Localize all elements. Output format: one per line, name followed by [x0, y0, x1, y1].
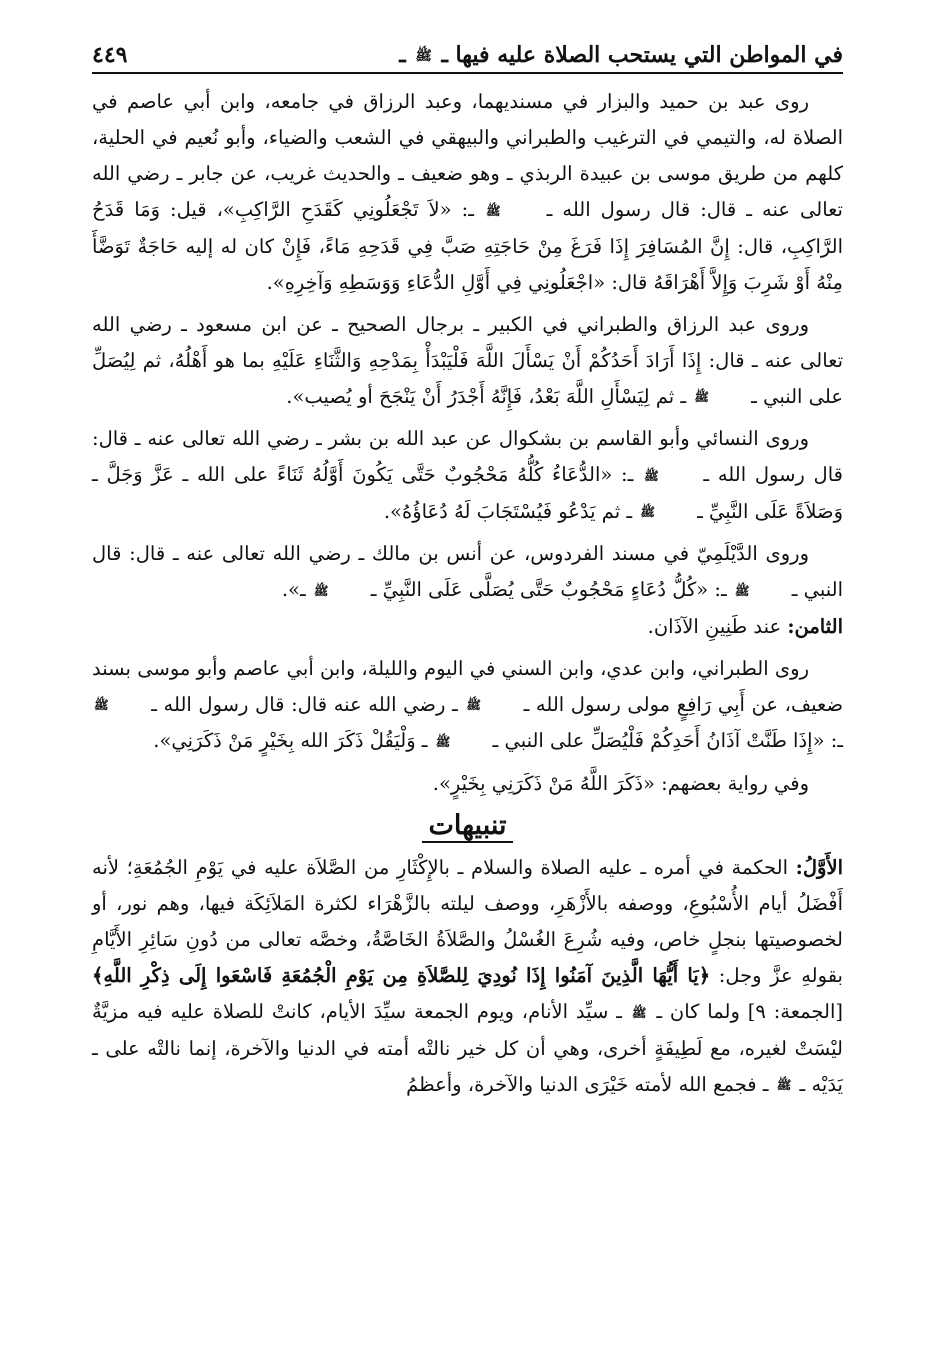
text-span: وروى النسائي وأبو القاسم بن بشكوال عن عبد الله بن بشر ـ رضي الله تعالى عنه ـ قال: قال رسول الله ـ [92, 427, 843, 487]
running-header-title: في المواطن التي يستحب الصلاة عليه فيها ـ ﷺ ـ [399, 42, 843, 68]
sala-glyph: ﷺ [644, 468, 659, 483]
text-span: ـ وَلْيَقُلْ ذَكَرَ الله بِخَيْرٍ مَنْ ذَكَرَنِي». [153, 729, 428, 753]
text-span: وروى الدَّيْلَمِيّ في مسند الفردوس، عن أنس بن مالك ـ رضي الله تعالى عنه ـ قال: قال النبي ـ [92, 542, 843, 602]
quran-verse: ﴿يَا أَيُّهَا الَّذِينَ آمَنُوا إِذَا نُودِيَ لِلصَّلاَةِ مِن يَوْمِ الْجُمُعَةِ فَاسْعَوا إِلَى ذِكْرِ اللَّهِ﴾ [92, 963, 711, 987]
text-span: ـ: «إِذَا طَنَّتْ آذَانُ أَحَدِكُمْ فَلْيُصَلِّ على النبي ـ [492, 729, 843, 753]
sala-glyph: ﷺ [734, 583, 750, 598]
subheading-text: عند طَنِينِ الآذَان. [647, 614, 782, 638]
note-label: الأَوَّلُ: [795, 855, 843, 879]
paragraph-ibn-masud-hadith [92, 307, 843, 416]
sala-glyph: ﷺ [313, 583, 329, 598]
text-span: ـ: «الدُّعَاءُ كُلُّهُ مَحْجُوبٌ حَتَّى يَكُونَ أَوَّلُهُ ثَنَاءً على الله ـ عَزَّ وَجَلَّ ـ وَصَلاَةً عَلَى النَّبِيِّ ـ [92, 463, 843, 523]
sala-glyph: ﷺ [694, 390, 709, 405]
paragraph-daylami-hadith [92, 536, 843, 609]
text-span: الحكمة في أمره ـ عليه الصلاة والسلام ـ بالإِكْثَارِ من الصَّلاَة عليه في يَوْمِ الجُمُعَةِ؛ لأنه أَفْضَلُ أيام الأُسْبُوعِ، ووصفه بالأَزْهَرِ، ووصف ليلته بالزَّهْرَاء لكثرة المَلاَئِكَة فيها، وهم نور، أو لخصوصيتها بنجلٍ خاص، وفيه شُرِعَ الغُسْلُ والصَّلاَةُ الخَاصَّةُ، وخصَّه تعالى من دُونِ سَائِرِ الأَيَّامِ بقولهِ عزَّ وجل: [92, 855, 843, 987]
text-span: ـ». [281, 578, 306, 602]
subheading-label: الثامن: [787, 614, 843, 638]
section-title-text: تنبيهات [422, 810, 512, 843]
text-span: ـ: «كُلُّ دُعَاءٍ مَحْجُوبٌ حَتَّى يُصَلَّى عَلَى النَّبِيِّ ـ [370, 578, 727, 602]
text-span: ـ ثم يَدْعُو فَيُسْتَجَابَ لَهُ دُعَاؤُهُ». [383, 499, 633, 523]
sala-glyph: ﷺ [415, 48, 432, 65]
sala-glyph: ﷺ [631, 1005, 647, 1020]
text-span: ـ ثم لِيَسْأَلِ اللَّهَ بَعْدُ، فَإِنَّهُ أَجْدَرُ أَنْ يَنْجَحَ أو يُصيب». [286, 384, 687, 408]
paragraph-other-narration [92, 766, 843, 802]
sala-glyph: ﷺ [640, 505, 655, 520]
sala-glyph: ﷺ [435, 734, 451, 749]
page-number: ٤٤٩ [92, 42, 128, 68]
sala-glyph: ﷺ [466, 698, 481, 713]
sala-glyph: ﷺ [94, 698, 109, 713]
section-title [92, 806, 843, 846]
text-span: روى عبد بن حميد والبزار في مسنديهما، وعبد الرزاق في جامعه، وابن أبي عاصم في الصلاة له، والتيمي في الترغيب والطبراني والبيهقي في الشعب والضياء، وأبو نُعيم في الحلية، كلهم من طريق موسى بن عبيدة الربذي ـ وهو ضعيف ـ والحديث غريب، عن جابر ـ رضي الله تعالى عنه ـ قال: قال رسول الله ـ [92, 90, 843, 221]
paragraph-nasai-hadith [92, 421, 843, 530]
text-span: وروى عبد الرزاق والطبراني في الكبير ـ برجال الصحيح ـ عن ابن مسعود ـ رضي الله تعالى عنه ـ قال: إِذَا أَرَادَ أَحَدُكُمْ أَنْ يَسْأَلَ اللَّهَ فَلْيَبْدَأْ بِمَدْحِهِ وَالثَّنَاءِ عَلَيْهِ بما هو أَهْلُهُ، ثم لِيُصَلِّ على النبي ـ [92, 312, 843, 408]
text-span: ـ رضي الله عنه قال: قال رسول الله ـ [151, 692, 458, 716]
text-span: ـ فجمع الله لأمته خَيْرَى الدنيا والآخرة، وأعظمُ [406, 1072, 769, 1096]
paragraph-jabir-hadith [92, 84, 843, 301]
text-span: ـ: «لاَ تَجْعَلُونِي كَقَدَحِ الرَّاكِبِ»، قيل: وَمَا قَدَحُ الرَّاكِبِ، قال: إِنَّ المُسَافِرَ إِذَا فَرَغَ مِنْ حَاجَتِهِ صَبَّ فِي قَدَحِهِ مَاءً، فَإِنْ كان له إليه حَاجَةٌ تَوَضَّأَ مِنْهُ أَوْ شَرِبَ وَإِلاَّ أَهْرَاقَهُ قال: «اجْعَلُونِي فِي أَوَّلِ الدُّعَاءِ وَوَسَطِهِ وَآخِرِهِ». [92, 198, 843, 294]
text-span: ـ سيِّد الأنام، ويوم الجمعة سيِّدَ الأيام، كانتْ للصلاة عليه فيه مزيَّةٌ ليْسَتْ لغيره، مع لَطِيفَةٍ أخرى، وهي أن كل خير نالتْه أمته في الدنيا والآخرة، إنما نالتْه على ـ يَدَيْه ـ [92, 999, 843, 1096]
paragraph-abu-rafi-hadith [92, 651, 843, 760]
text-span: روى الطبراني، وابن عدي، وابن السني في اليوم والليلة، وابن أبي عاصم وأبو موسى بسند ضعيف، عن أَبِي رَافِعٍ مولى رسول الله ـ [92, 656, 844, 716]
running-header [92, 42, 843, 74]
sala-glyph: ﷺ [776, 1078, 792, 1093]
header-title-text: في المواطن التي يستحب الصلاة عليه فيها [455, 42, 843, 68]
text-span: وفي رواية بعضهم: «ذَكَرَ اللَّهُ مَنْ ذَكَرَنِي بِخَيْرٍ». [432, 771, 809, 795]
paragraph-first-note [92, 850, 843, 1103]
sala-glyph: ﷺ [485, 203, 501, 218]
text-span: [الجمعة: ٩] ولما كان ـ [656, 999, 843, 1023]
subheading-eighth [92, 609, 843, 645]
